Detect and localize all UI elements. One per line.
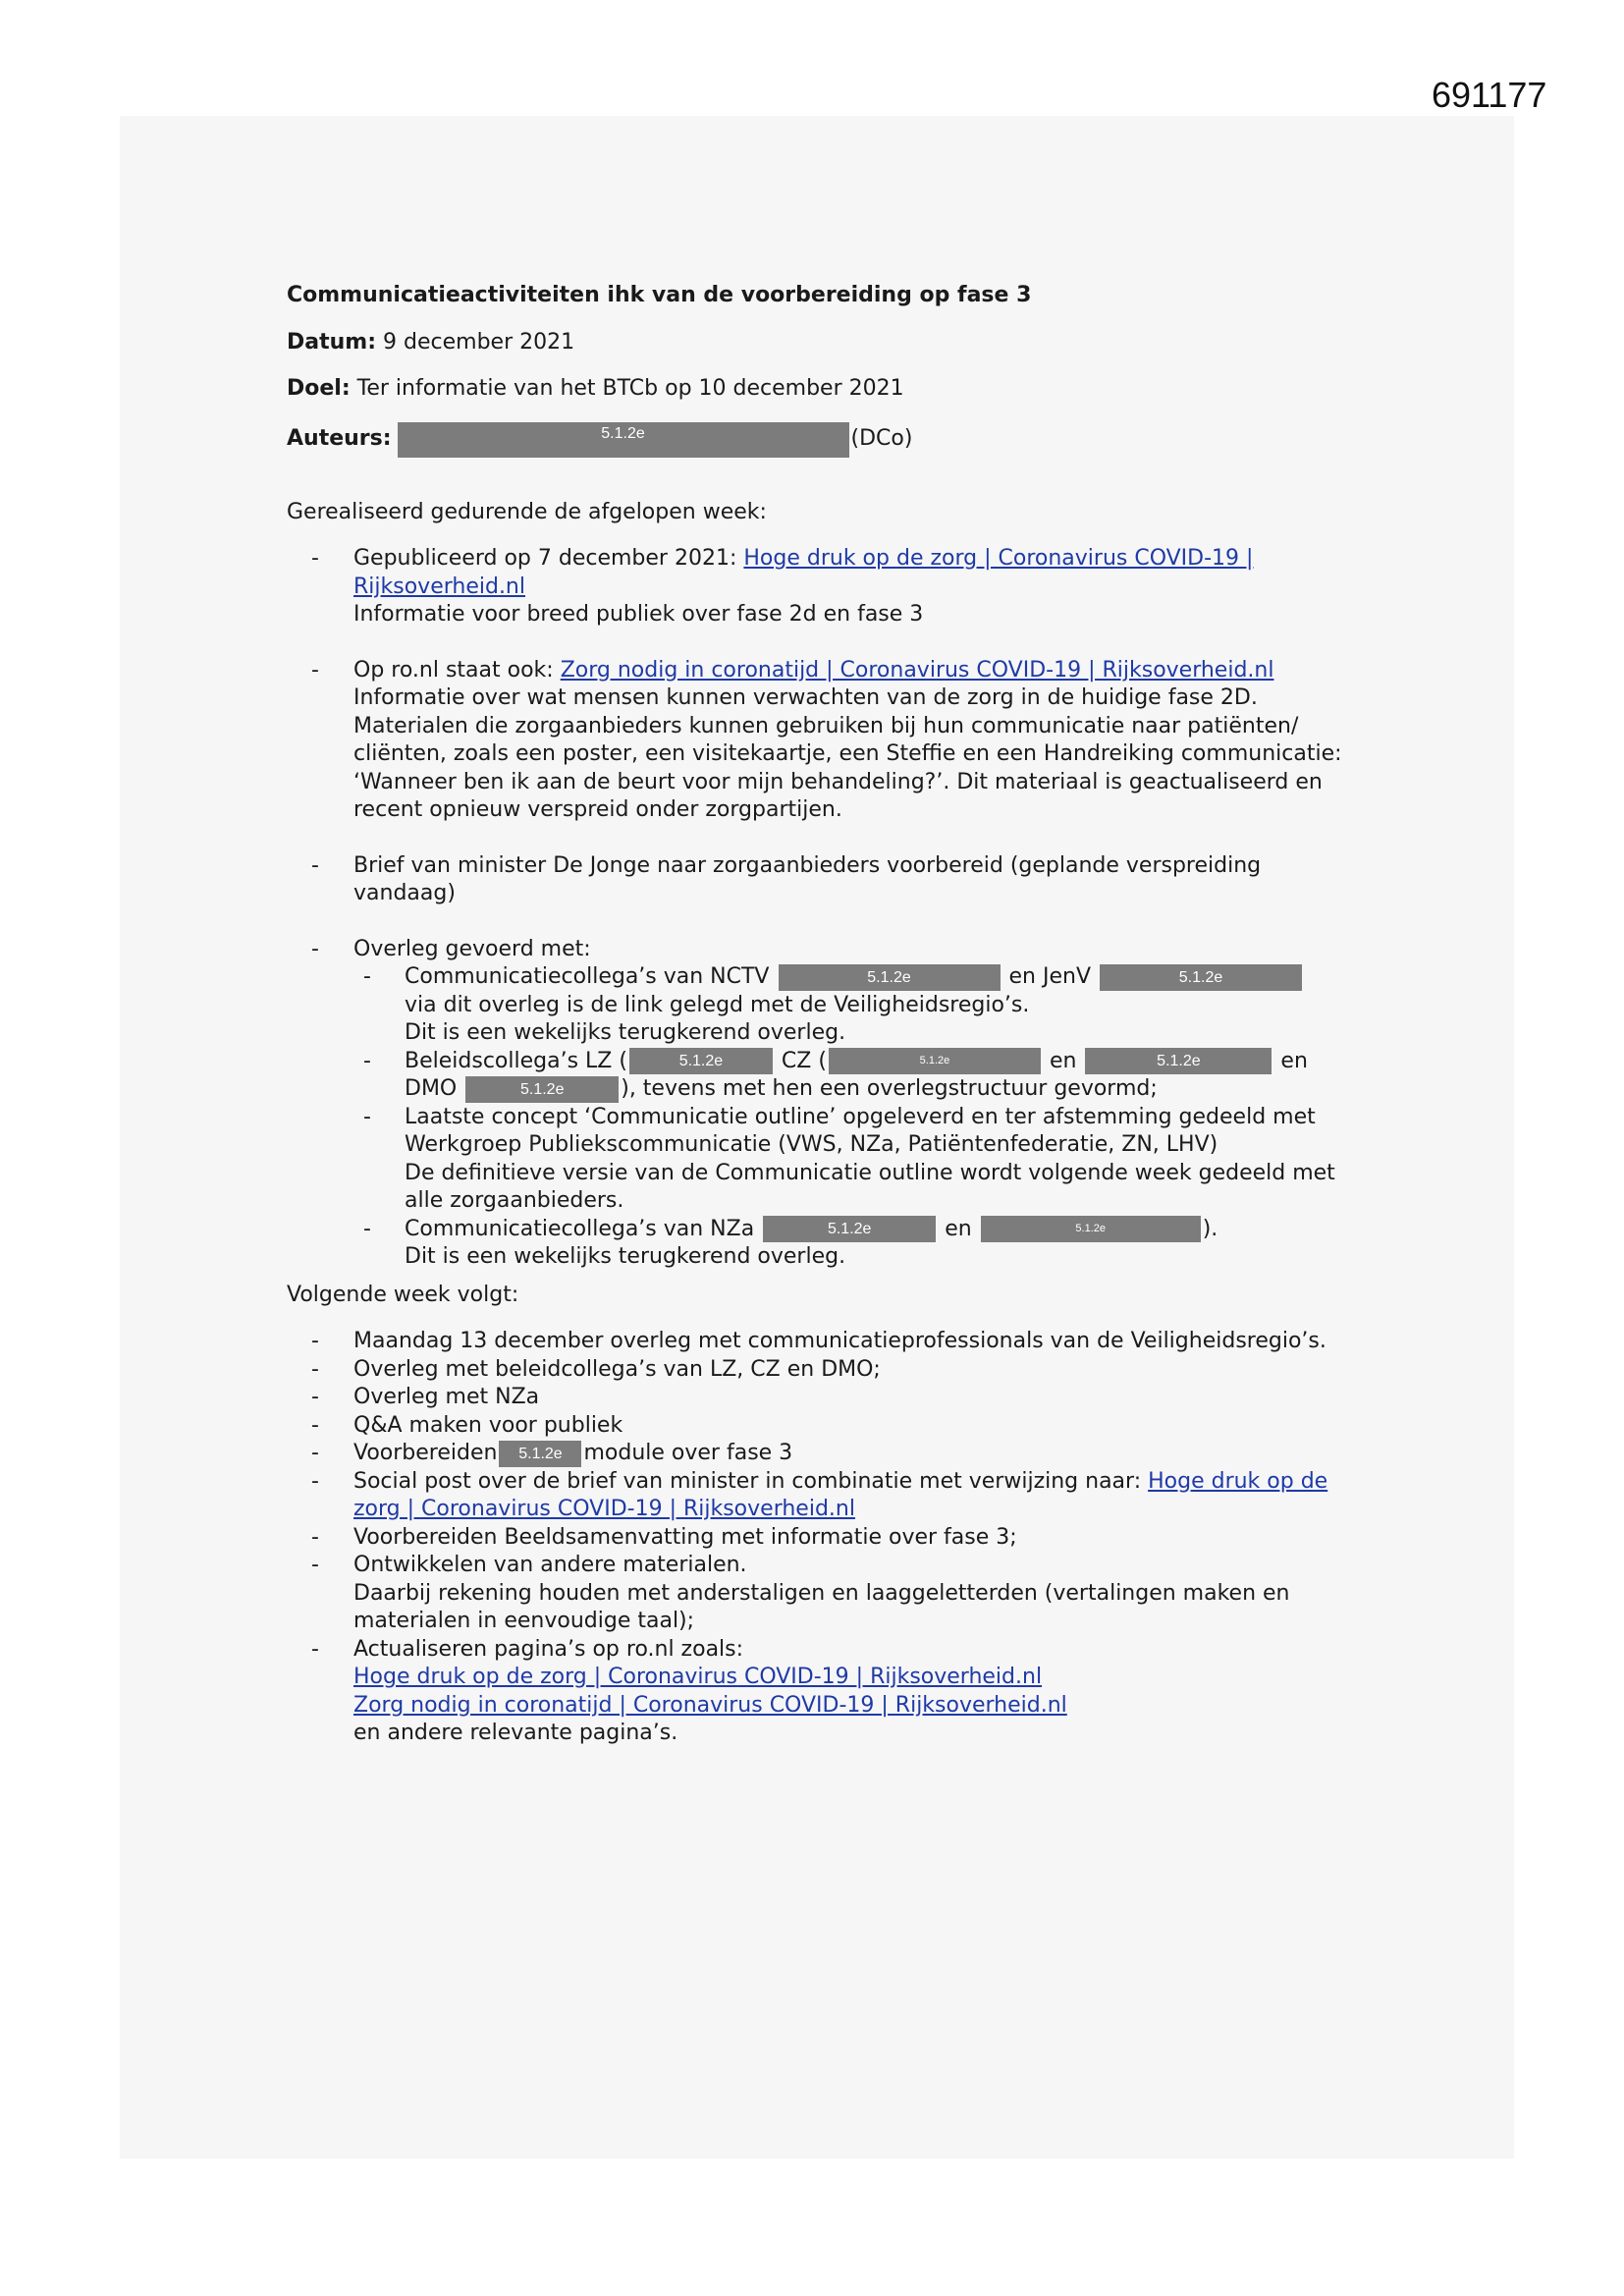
item-text: - Ontwikkelen van andere materialen. [353,1553,747,1577]
item-text: Q&A maken voor publiek [353,1412,623,1438]
list-item [287,1524,1357,1553]
sub-item-text: en JenV [1008,964,1091,989]
sub-item-text: Communicatiecollega’s van NZa [405,1216,755,1241]
item-text: Overleg met NZa [353,1385,540,1409]
doel-value: Ter informatie van het BTCb op 10 december 2021 [356,376,904,401]
datum-row [287,329,1357,357]
list-item [287,1412,1357,1441]
datum-label: Datum: [287,329,377,355]
link-zorg-nodig[interactable]: Zorg nodig in coronatijd | Coronavirus COVID-19 | Rijksoverheid.nl [560,657,1274,683]
doel-row [287,375,1357,404]
list-item [287,852,1357,908]
auteurs-row [287,422,1357,458]
redaction-block: 5.1.2e [829,1048,1041,1074]
redaction-block: 5.1.2e [499,1441,581,1467]
item-text: Overleg gevoerd met: [353,936,591,961]
section-heading-volgende: Volgende week volgt: [287,1282,519,1307]
memo-title: Communicatieactiviteiten ihk van de voorbereiding op fase 3 [287,283,1032,307]
list-item [287,1468,1357,1524]
doel-label: Doel: [287,376,351,401]
memo-content [287,282,1357,1748]
sub-item-text: Dit is een wekelijks terugkerend overleg. [405,1244,846,1269]
sub-item-text: De definitieve versie van de Communicatie outline wordt volgende week gedeeld met [405,1160,1335,1185]
redaction-block: 5.1.2e [398,422,849,458]
item-text: Daarbij rekening houden met anderstaligen en laaggeletterden (vertalingen maken en materialen in eenvoudige taal); [353,1580,1290,1633]
volgende-list [287,1328,1357,1748]
auteurs-suffix: (DCo) [850,426,913,452]
item-text: en andere relevante pagina’s. [353,1721,678,1745]
redaction-block: 5.1.2e [779,964,1001,991]
link-hoge-druk[interactable]: Hoge druk op de zorg | Coronavirus COVID-19 | Rijksoverheid.nl [353,1665,1043,1689]
sub-list-item [353,1104,1357,1216]
sub-list-item [353,1048,1357,1104]
sub-item-text: via dit overleg is de link gelegd met de Veiligheidsregio’s. [405,992,1030,1017]
item-text: Social post over de brief van minister in combinatie met verwijzing naar: [353,1468,1149,1494]
list-item [287,1384,1357,1412]
sub-item-text: CZ ( [774,1048,827,1073]
link-zorg-nodig[interactable]: Zorg nodig in coronatijd | Coronavirus COVID-19 | Rijksoverheid.nl [353,1692,1067,1718]
document-number: 691177 [1432,75,1547,115]
list-item [287,1636,1357,1748]
link-hoge-druk[interactable]: Hoge druk op de zorg | Coronavirus COVID-19 | Rijksoverheid.nl [353,1468,1328,1521]
sub-item-text: en [1273,1048,1308,1073]
sub-item-text: alle zorgaanbieders. [405,1188,624,1213]
sub-item-line [405,1075,1357,1104]
redaction-block: 5.1.2e [629,1048,773,1074]
redaction-block: 5.1.2e [1100,964,1302,991]
sub-item-text: en [1042,1048,1084,1073]
item-text: Maandag 13 december overleg met communicatieprofessionals van de Veiligheidsregio’s. [353,1329,1326,1353]
redaction-block: 5.1.2e [465,1076,619,1103]
item-text: Informatie over wat mensen kunnen verwachten van de zorg in de huidige fase 2D. Materialen die zorgaanbieders kunnen gebruiken bij hun communicatie naar patiënten/ cliënten, zoals een poster, een visitekaartje, een Steffie en een Handreiking communicatie: ‘Wanneer ben ik aan de beurt voor mijn behandeling?’. Dit materiaal is geactualiseerd en recent opnieuw verspreid onder zorgpartijen. [353,685,1342,822]
list-item [287,545,1357,629]
overleg-sublist [353,963,1357,1272]
item-text: Brief van minister De Jonge naar zorgaanbieders voorbereid (geplande verspreiding vandaag) [353,852,1262,905]
list-item [287,1552,1357,1636]
list-item [287,1356,1357,1385]
sub-item-text: Werkgroep Publiekscommunicatie (VWS, NZa, Patiëntenfederatie, ZN, LHV) [405,1132,1218,1157]
item-text: Voorbereiden Beeldsamenvatting met informatie over fase 3; [353,1524,1017,1550]
sub-list-item [353,963,1357,1048]
sub-list-item [353,1216,1357,1272]
sub-item-text: en [945,1216,972,1241]
section-heading-gerealiseerd: Gerealiseerd gedurende de afgelopen week: [287,499,767,524]
item-text: Voorbereiden [353,1441,498,1465]
redaction-block: 5.1.2e [981,1216,1201,1242]
item-text: - Actualiseren pagina’s op ro.nl zoals: [353,1636,744,1662]
sub-item-text: Dit is een wekelijks terugkerend overleg. [405,1020,846,1045]
item-text: Informatie voor breed publiek over fase 2d en fase 3 [353,602,924,627]
gerealiseerd-list [287,545,1357,1272]
sub-item-text: ), tevens met hen een overlegstructuur gevormd; [621,1076,1158,1101]
redaction-block: 5.1.2e [763,1216,936,1242]
sub-item-text: Beleidscollega’s LZ ( [405,1048,627,1073]
list-item [287,1440,1357,1468]
sub-item-text: ). [1202,1216,1218,1241]
item-prefix: Op ro.nl staat ook: [353,657,561,683]
sub-item-text: Communicatiecollega’s van NCTV [405,964,770,989]
auteurs-label: Auteurs: [287,426,392,452]
sub-item-text: DMO [405,1076,464,1101]
list-item [287,1328,1357,1356]
item-text: Overleg met beleidcollega’s van LZ, CZ en DMO; [353,1356,881,1382]
link-hoge-druk[interactable]: Hoge druk op de zorg | Coronavirus COVID-19 | Rijksoverheid.nl [353,546,1254,599]
redaction-block: 5.1.2e [1085,1048,1272,1074]
list-item [287,936,1357,1272]
sub-item-text: - Laatste concept ‘Communicatie outline’ opgeleverd en ter afstemming gedeeld met [405,1104,1316,1129]
datum-value: 9 december 2021 [383,329,575,355]
item-text: module over fase 3 [583,1441,793,1465]
list-item [287,657,1357,825]
item-prefix: Gepubliceerd op 7 december 2021: [353,546,744,571]
